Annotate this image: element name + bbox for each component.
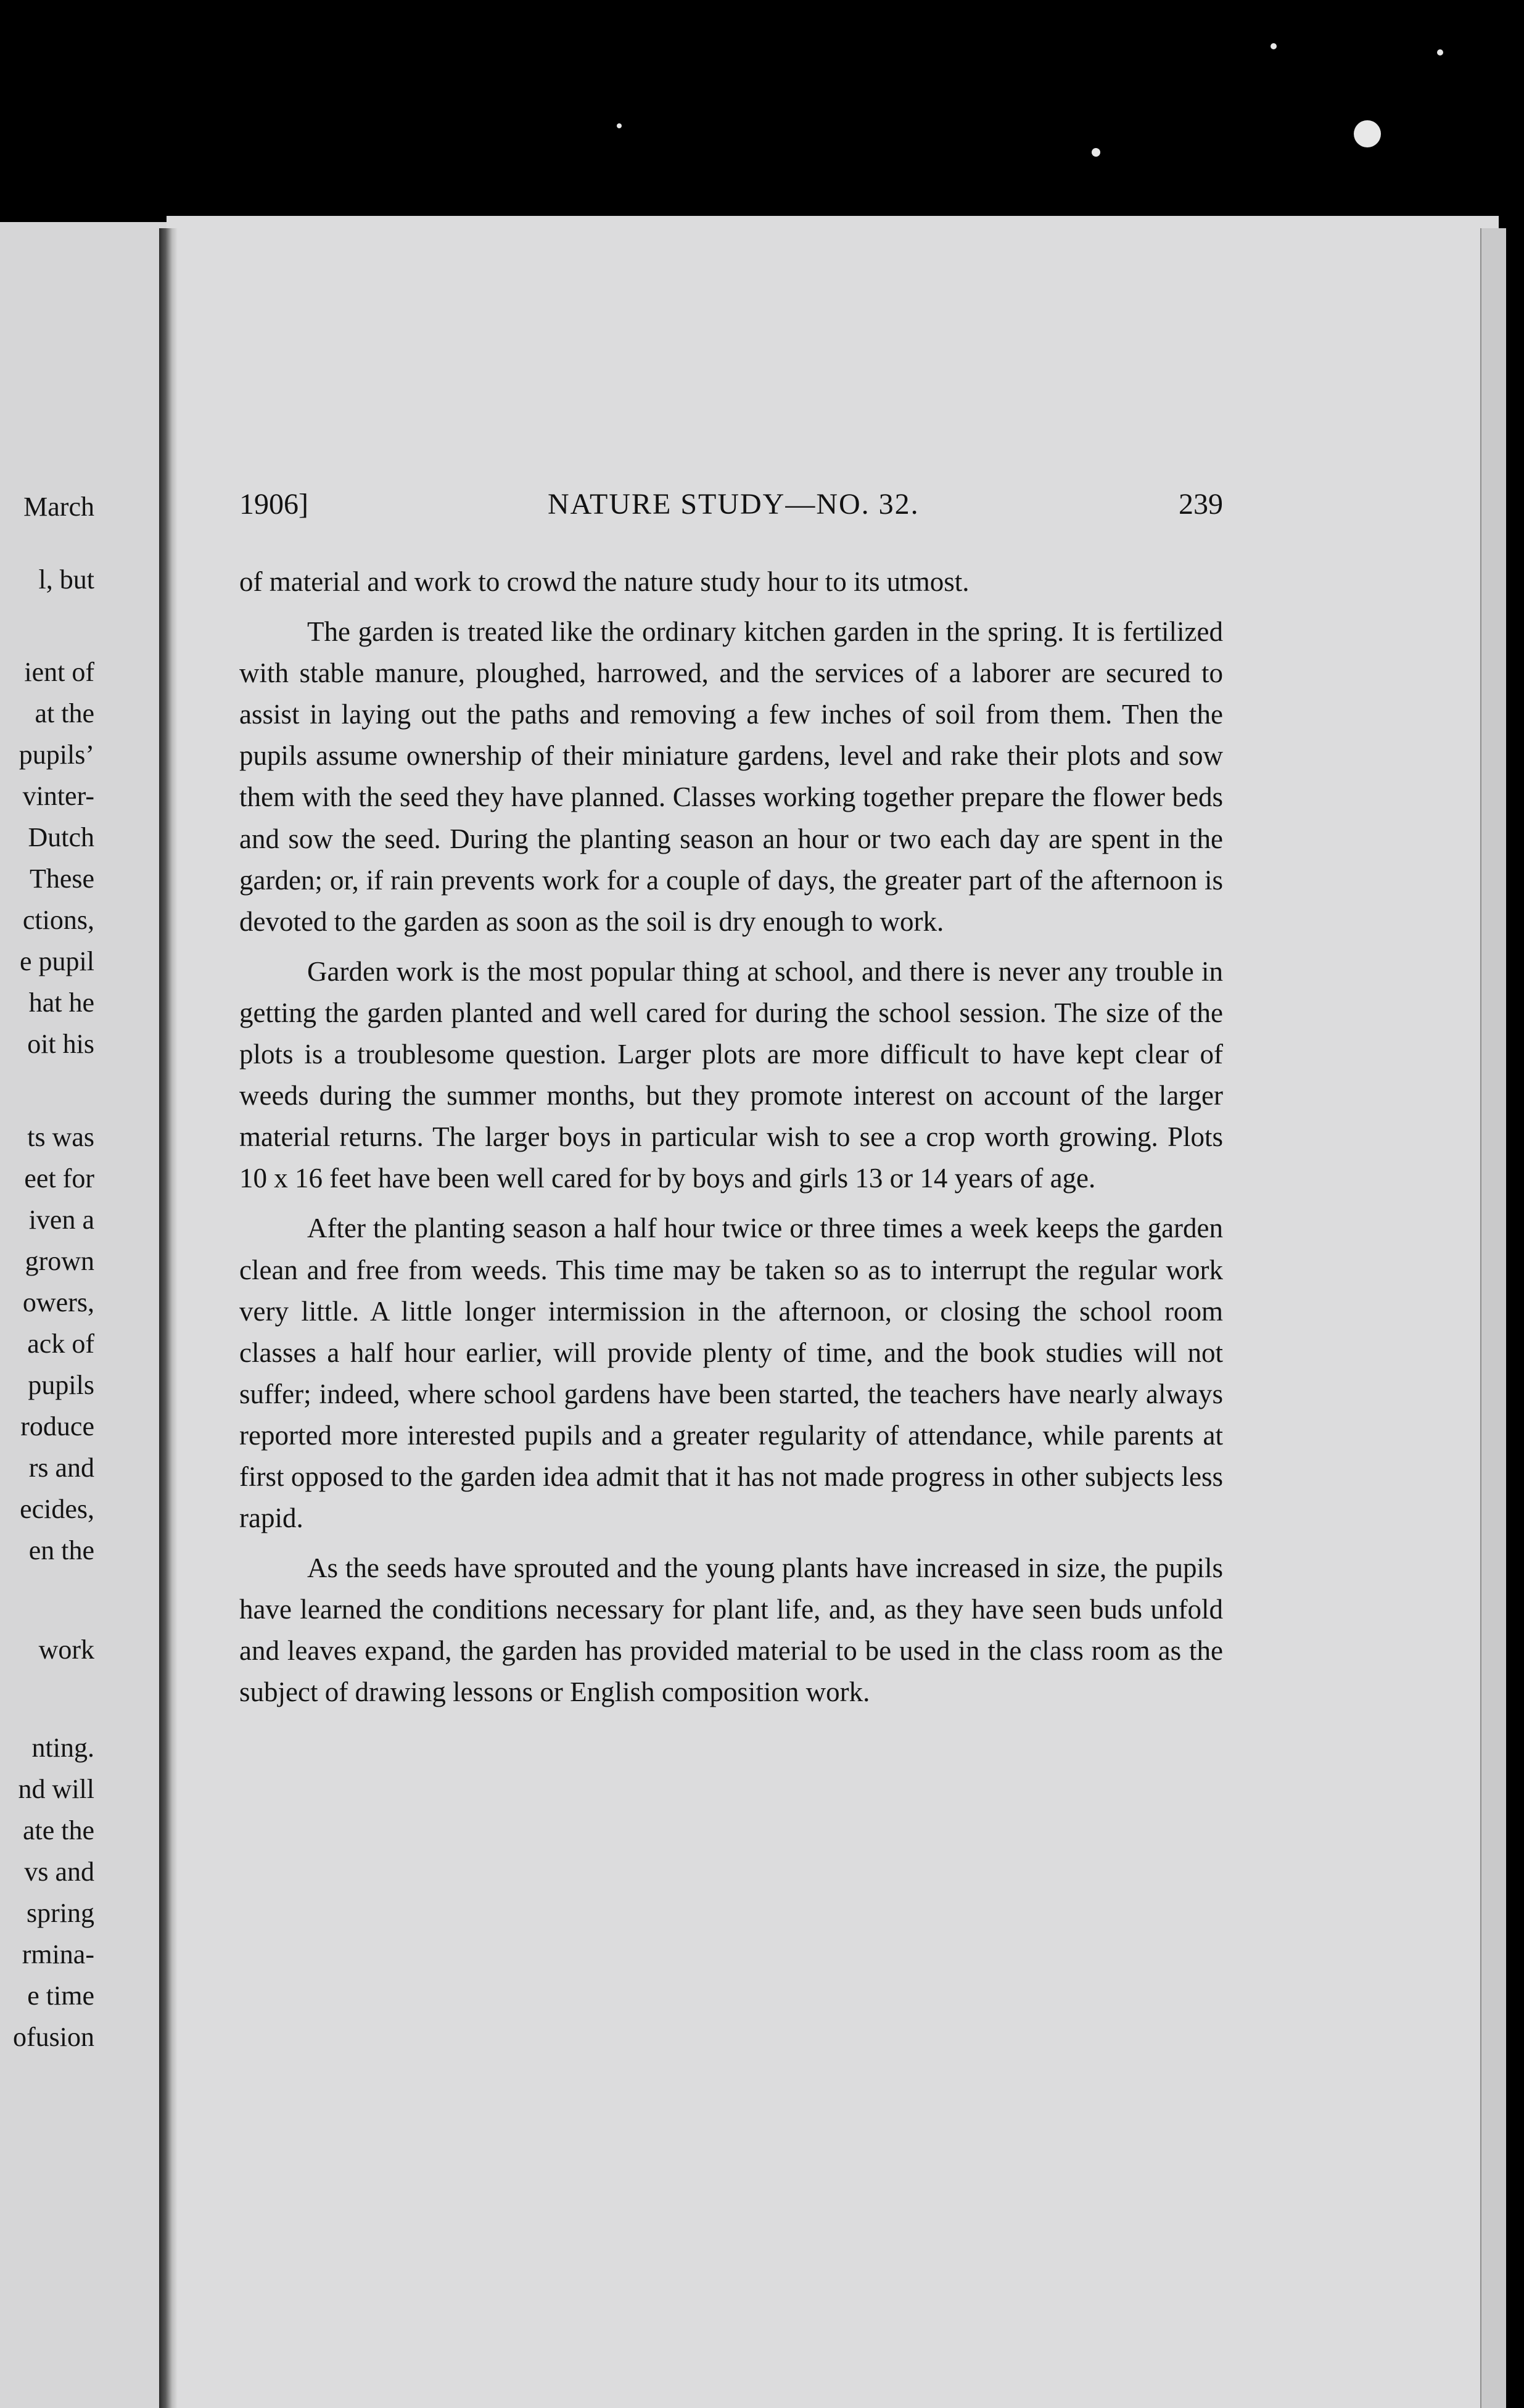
left-fragment: vinter- bbox=[22, 781, 94, 811]
paragraph: Garden work is the most popular thing at school, and there is never any trouble in getting the garden planted and well cared for during the school session. The size of the plots is a troublesome question. Larger plots are more difficult to have kept clear of weeds during the summer months, but they promote interest on account of the larger material returns. The larger boys in particular wish to see a crop worth growing. Plots 10 x 16 feet have been well cared for by boys and girls 13 or 14 years of age. bbox=[239, 955, 1223, 1194]
left-fragment: work bbox=[38, 1635, 94, 1665]
body-text bbox=[239, 561, 1223, 1713]
paragraph: The garden is treated like the ordinary kitchen garden in the spring. It is fertilized with stable manure, ploughed, harrowed, and the services of a laborer are secured to assist in laying out the paths and removing a few inches of soil from them. Then the pupils assume ownership of their miniature gardens, level and rake their plots and sow them with the seed they have planned. Classes working together prepare the flower beds and sow the seed. During the planting season an hour or two each day are spent in the garden; or, if rain prevents work for a couple of days, the greater part of the afternoon is devoted to the garden as soon as the soil is dry enough to work. bbox=[239, 616, 1223, 937]
left-fragment: March bbox=[23, 492, 94, 522]
left-fragment: hat he bbox=[28, 988, 94, 1018]
left-fragment: at the bbox=[35, 698, 94, 728]
left-fragment: rmina- bbox=[22, 1939, 94, 1969]
left-fragment: grown bbox=[25, 1246, 94, 1276]
paragraph-continuation: of material and work to crowd the nature study hour to its utmost. bbox=[239, 566, 970, 597]
dust-speck bbox=[1437, 49, 1443, 56]
dust-speck bbox=[1271, 43, 1277, 49]
left-fragment: vs and bbox=[24, 1857, 94, 1887]
left-fragment: nd will bbox=[18, 1774, 94, 1804]
left-fragment: l, but bbox=[38, 564, 94, 595]
paragraph: As the seeds have sprouted and the young plants have increased in size, the pupils have learned the conditions necessary for plant life, and, as they have seen buds unfold and leaves expand, the garden has provided material to be used in the class room as the subject of drawing lessons or English composition work. bbox=[239, 1552, 1223, 1708]
left-fragment: These bbox=[29, 864, 94, 894]
left-fragment: ecides, bbox=[20, 1494, 94, 1524]
left-fragment: en the bbox=[28, 1535, 94, 1565]
book-gutter bbox=[159, 228, 178, 2408]
left-fragment: pupils bbox=[28, 1370, 94, 1400]
left-fragment: rs and bbox=[28, 1453, 94, 1483]
running-head-title: NATURE STUDY—NO. 32. bbox=[548, 488, 920, 521]
dust-speck bbox=[1354, 120, 1381, 147]
left-fragment: ofusion bbox=[13, 2022, 94, 2052]
left-fragment: oit his bbox=[27, 1029, 94, 1059]
left-fragment: iven a bbox=[28, 1205, 94, 1235]
left-fragment: ack of bbox=[27, 1329, 94, 1359]
left-fragment: owers, bbox=[22, 1287, 94, 1317]
dust-speck bbox=[1092, 148, 1100, 157]
left-fragment: ctions, bbox=[22, 905, 94, 935]
running-head bbox=[239, 487, 1223, 524]
left-fragment: e time bbox=[27, 1981, 94, 2011]
left-fragment: nting. bbox=[31, 1733, 94, 1763]
left-fragment: ient of bbox=[24, 657, 94, 687]
left-fragment: ate the bbox=[22, 1815, 94, 1845]
page-edge bbox=[1480, 228, 1506, 2408]
left-fragment: spring bbox=[27, 1898, 94, 1928]
left-fragment: eet for bbox=[24, 1163, 94, 1194]
left-fragment: e pupil bbox=[20, 946, 94, 976]
left-fragment: ts was bbox=[27, 1122, 94, 1152]
running-head-year: 1906] bbox=[239, 488, 308, 521]
left-fragment: pupils’ bbox=[19, 740, 94, 770]
left-fragment: Dutch bbox=[28, 822, 94, 852]
page-number: 239 bbox=[1179, 488, 1223, 521]
paragraph: After the planting season a half hour twice or three times a week keeps the garden clean and free from weeds. This time may be taken so as to interrupt the regular work very little. A little longer intermission in the afternoon, or closing the school room classes a half hour earlier, will provide plenty of time, and the book studies will not suffer; indeed, where school gardens have been started, the teachers have nearly always reported more interested pupils and a greater regularity of attendance, while parents at first opposed to the garden idea admit that it has not made progress in other subjects less rapid. bbox=[239, 1213, 1223, 1534]
dust-speck bbox=[617, 123, 622, 128]
left-fragment: roduce bbox=[20, 1411, 94, 1441]
